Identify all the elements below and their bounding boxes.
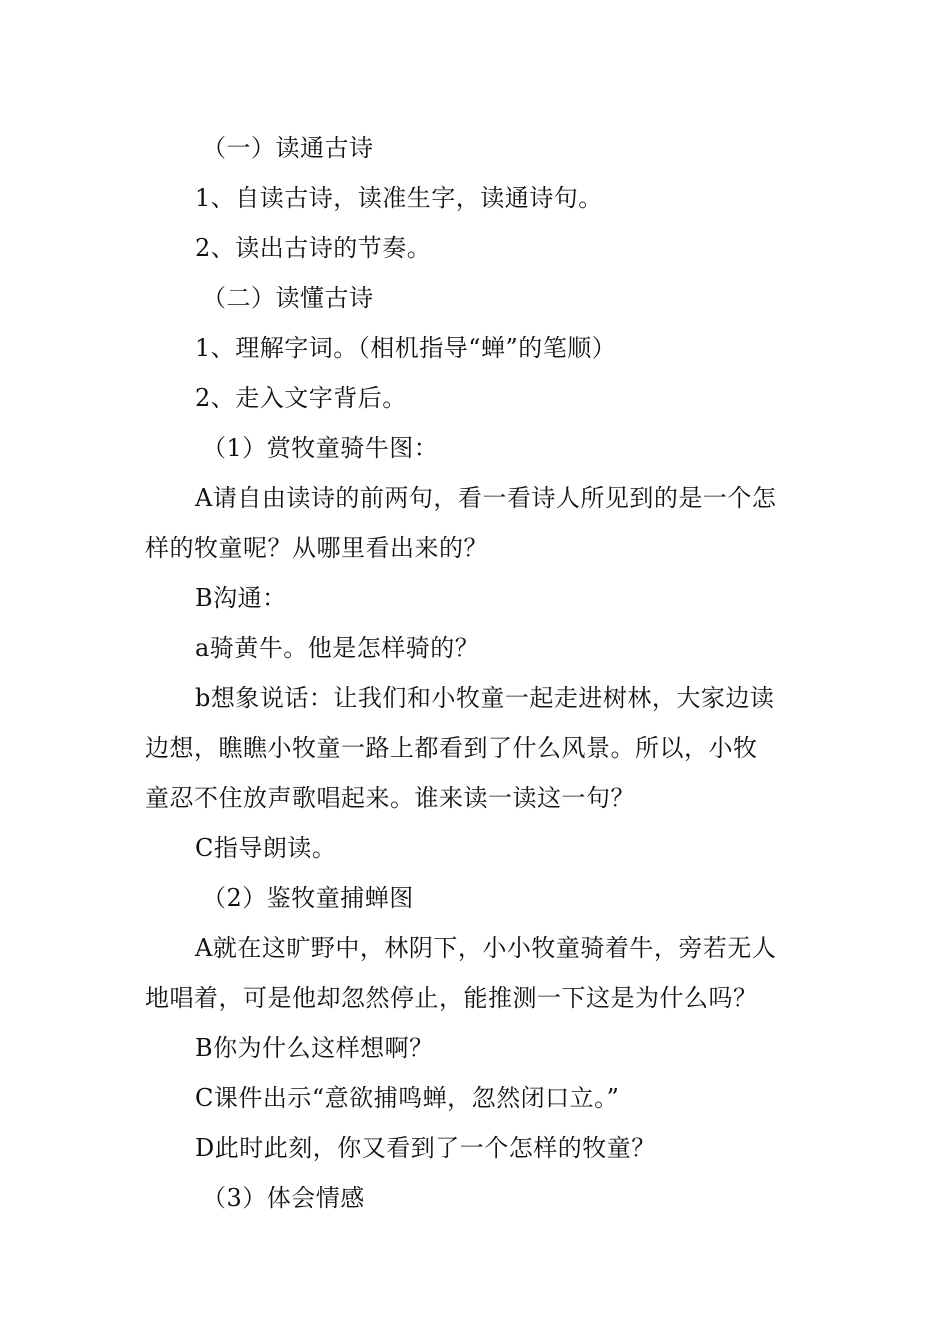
paragraph-line: B你为什么这样想啊？ xyxy=(195,1034,434,1062)
section-heading-read-through: （一）读通古诗 xyxy=(202,134,374,162)
paragraph-line: 2、走入文字背后。 xyxy=(195,384,407,412)
section-heading-understand: （二）读懂古诗 xyxy=(202,284,374,312)
subsection-heading-catching-cicada: （2）鉴牧童捕蝉图 xyxy=(202,884,414,912)
paragraph-line: 童忍不住放声歌唱起来。谁来读一读这一句？ xyxy=(145,784,635,812)
subsection-heading-cowherd-riding: （1）赏牧童骑牛图： xyxy=(202,434,439,462)
paragraph-line: 边想，瞧瞧小牧童一路上都看到了什么风景。所以，小牧 xyxy=(145,734,758,762)
paragraph-line: 1、自读古诗，读准生字，读通诗句。 xyxy=(195,184,603,212)
paragraph-line: A请自由读诗的前两句，看一看诗人所见到的是一个怎 xyxy=(195,484,777,512)
paragraph-line: b想象说话：让我们和小牧童一起走进树林，大家边读 xyxy=(195,684,775,712)
paragraph-line: B沟通： xyxy=(195,584,287,612)
paragraph-line: 1、理解字词。（相机指导“蝉”的笔顺） xyxy=(195,334,617,362)
subsection-heading-emotion: （3）体会情感 xyxy=(202,1184,365,1212)
paragraph-line: A就在这旷野中，林阴下，小小牧童骑着牛，旁若无人 xyxy=(195,934,777,962)
paragraph-line: 2、读出古诗的节奏。 xyxy=(195,234,432,262)
paragraph-line: a骑黄牛。他是怎样骑的？ xyxy=(195,634,480,662)
paragraph-line: C课件出示“意欲捕鸣蝉，忽然闭口立。” xyxy=(195,1084,620,1112)
paragraph-line: 样的牧童呢？从哪里看出来的？ xyxy=(145,534,488,562)
paragraph-line: D此时此刻，你又看到了一个怎样的牧童？ xyxy=(195,1134,656,1162)
paragraph-line: C指导朗读。 xyxy=(195,834,337,862)
paragraph-line: 地唱着，可是他却忽然停止，能推测一下这是为什么吗？ xyxy=(145,984,758,1012)
